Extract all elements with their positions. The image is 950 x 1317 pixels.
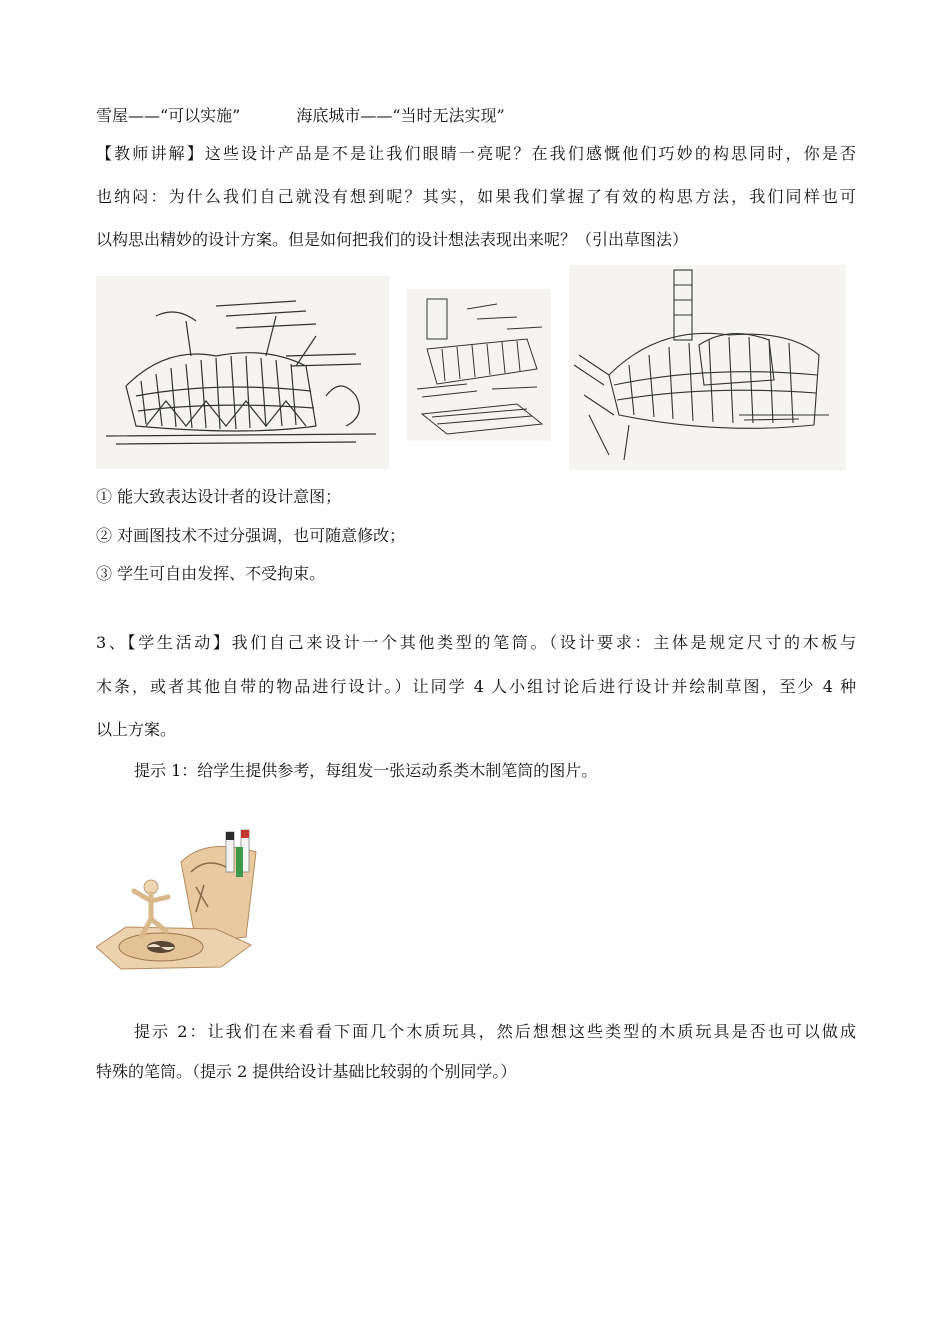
wooden-pen-holder-image — [96, 827, 266, 980]
activity-line-2: 木条，或者其他自带的物品进行设计。）让同学 4 人小组讨论后进行设计并绘制草图，至少 4 种 — [96, 677, 856, 696]
hint-2-line-2: 特殊的笔筒。（提示 2 提供给设计基础比较弱的个别同学。） — [96, 1062, 517, 1081]
activity-line-3: 以上方案。 — [96, 720, 177, 739]
pen-holder-drawing — [96, 827, 266, 980]
header-line — [96, 106, 856, 126]
point-1: ① 能大致表达设计者的设计意图； — [96, 487, 342, 506]
sketch-drawing-1 — [96, 276, 389, 469]
hint-2-line-1: 提示 2：让我们在来看看下面几个木质玩具，然后想想这些类型的木质玩具是否也可以做成 — [134, 1022, 856, 1041]
teacher-paragraph-line-2: 也纳闷：为什么我们自己就没有想到呢？其实，如果我们掌握了有效的构思方法，我们同样也可 — [96, 187, 856, 206]
sketch-image-ship-building — [569, 265, 846, 470]
point-3: ③ 学生可自由发挥、不受拘束。 — [96, 564, 326, 583]
sketch-drawing-2 — [407, 289, 551, 441]
hint-1: 提示 1：给学生提供参考，每组发一张运动系类木制笔筒的图片。 — [134, 761, 598, 780]
activity-line-1: 3、【学生活动】我们自己来设计一个其他类型的笔筒。（设计要求：主体是规定尺寸的木板与 — [96, 633, 856, 652]
teacher-paragraph-line-3: 以构思出精妙的设计方案。但是如何把我们的设计想法表现出来呢？（引出草图法） — [96, 230, 689, 249]
sketch-drawing-3 — [569, 265, 846, 470]
teacher-paragraph-line-1: 【教师讲解】这些设计产品是不是让我们眼睛一亮呢？在我们感慨他们巧妙的构思同时，你是否 — [96, 144, 856, 163]
sketch-image-building-2 — [407, 289, 551, 441]
point-2: ② 对画图技术不过分强调，也可随意修改； — [96, 526, 406, 545]
header-snow-house: 雪屋——“可以实施” — [96, 106, 241, 125]
header-undersea-city: 海底城市——“当时无法实现” — [296, 106, 505, 125]
sketch-image-building-1 — [96, 276, 389, 469]
